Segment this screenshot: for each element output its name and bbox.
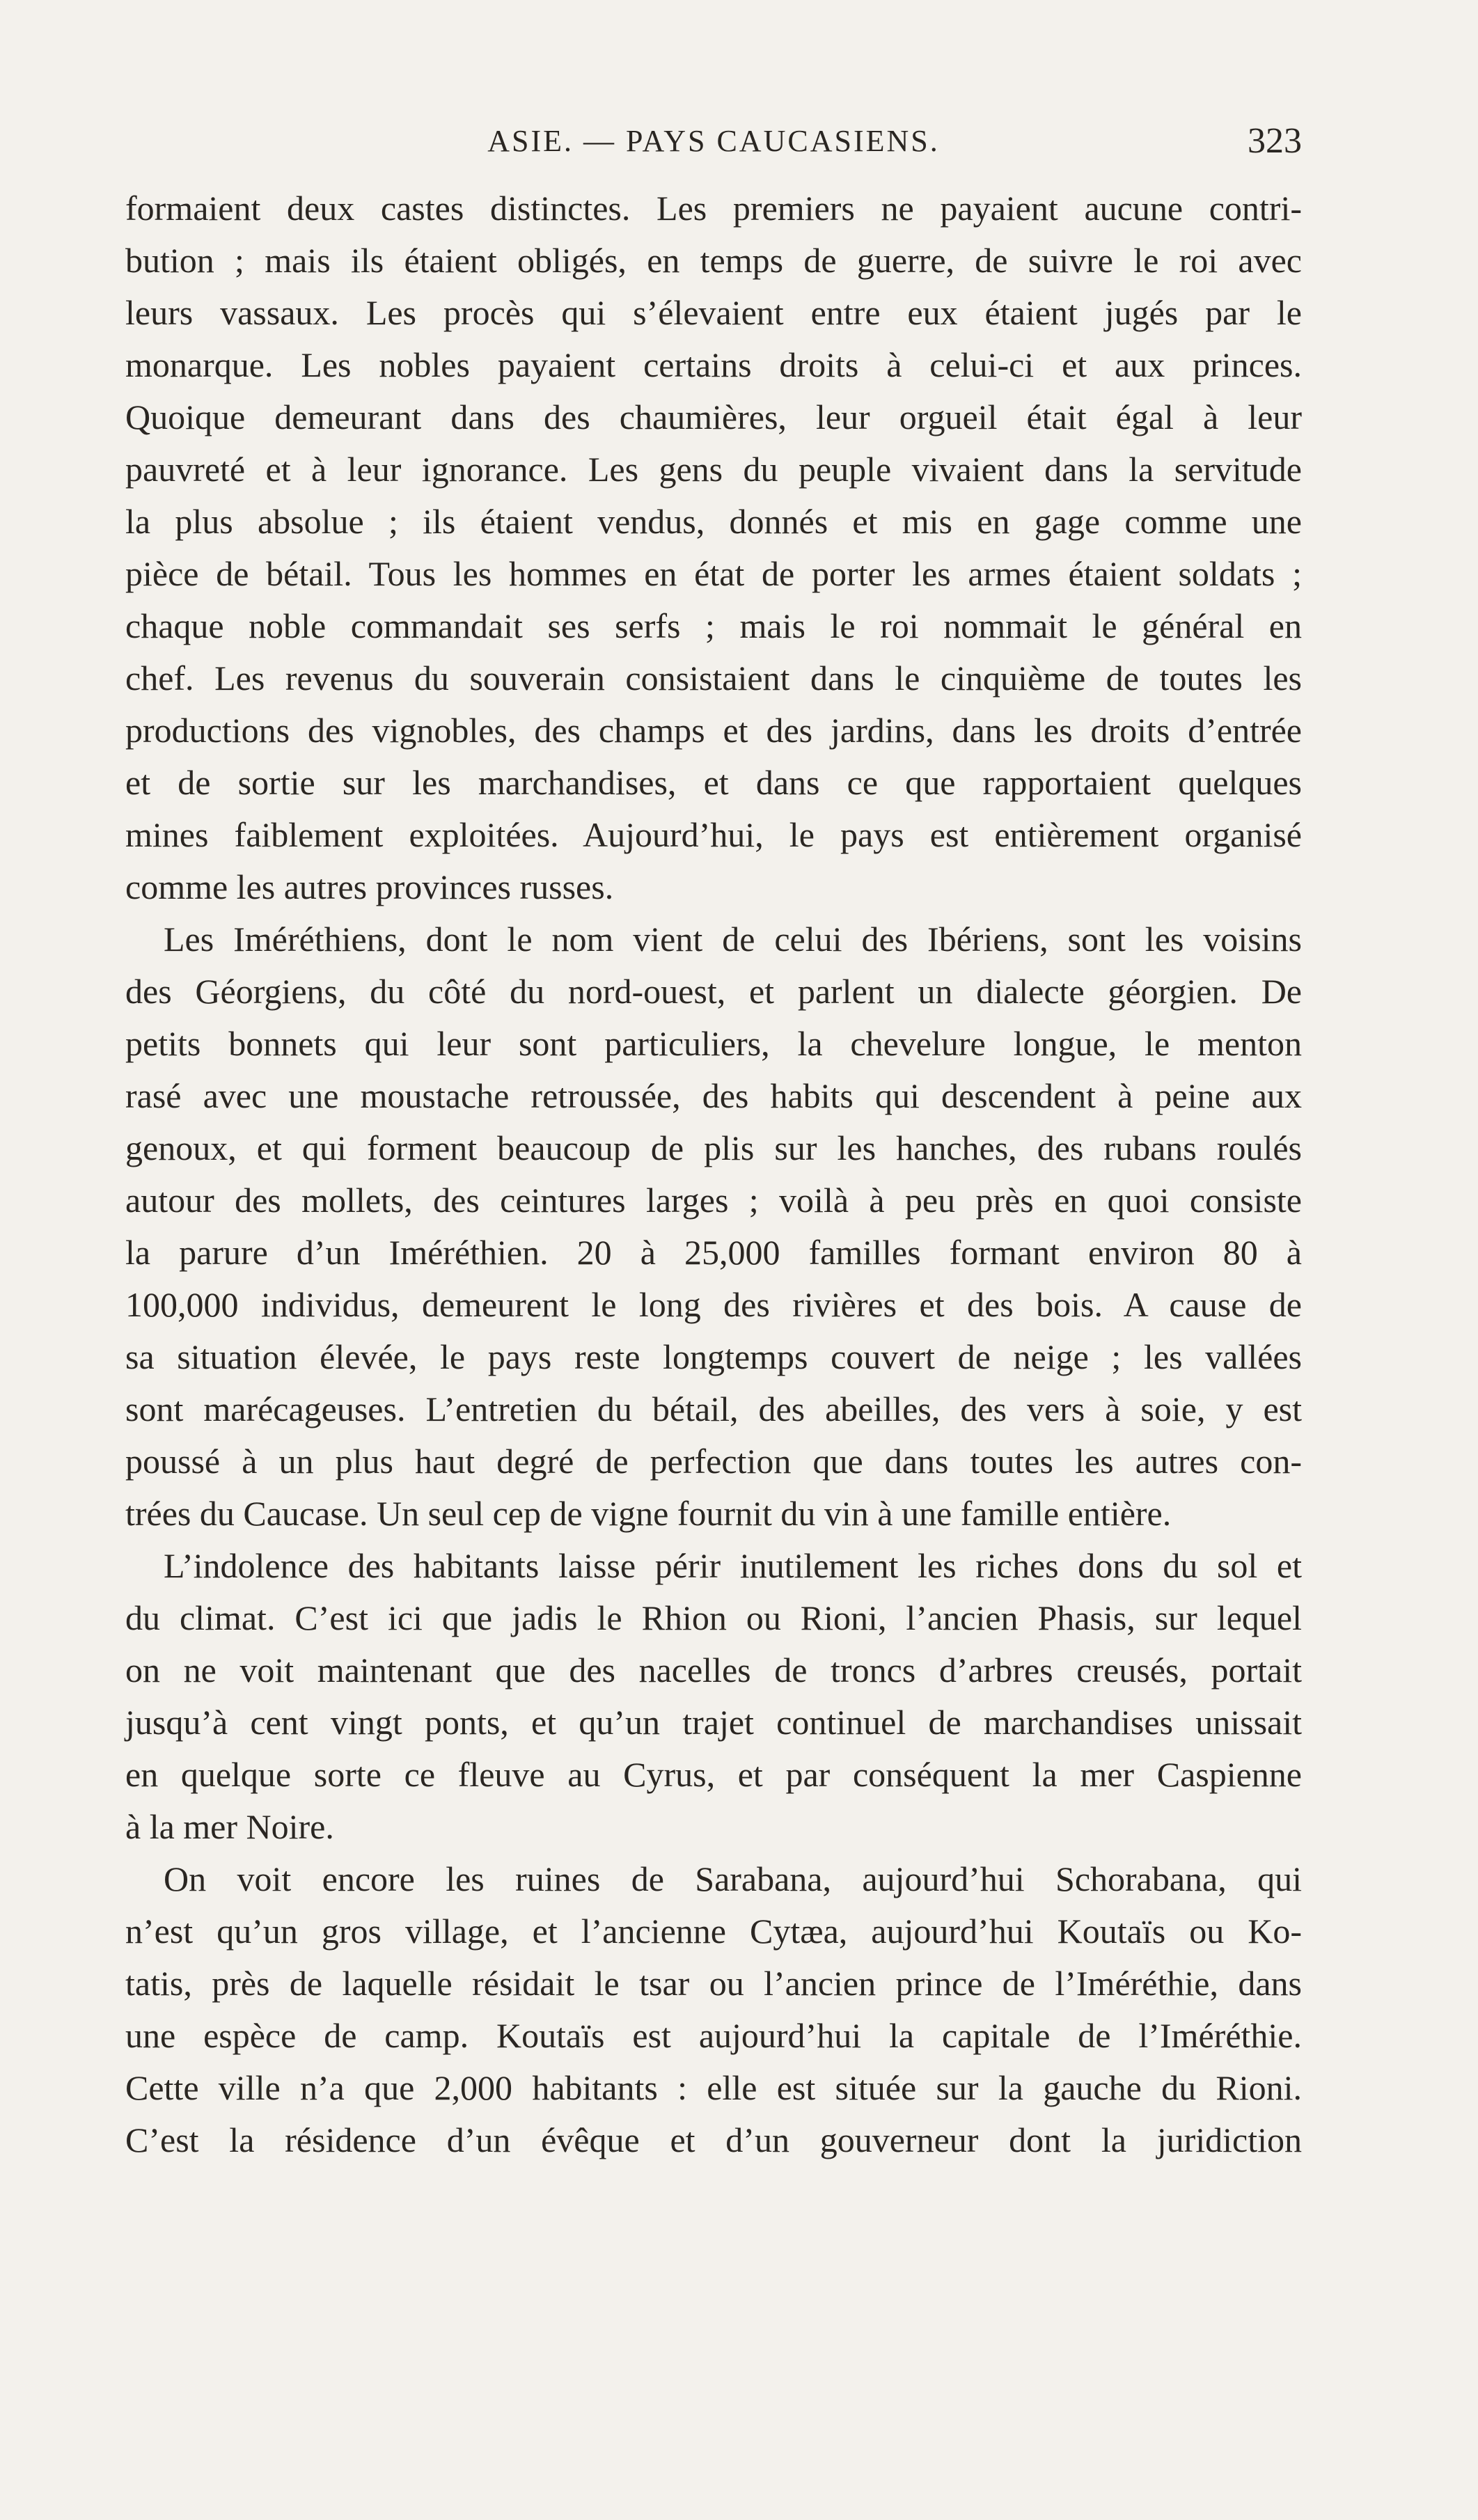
text-line: comme les autres provinces russes.	[125, 867, 614, 906]
text-line: bution ; mais ils étaient obligés, en temps de guerre, de suivre le roi avec	[125, 241, 1302, 280]
text-line: Quoique demeurant dans des chaumières, leur orgueil était égal à leur	[125, 397, 1302, 436]
text-line: monarque. Les nobles payaient certains droits à celui-ci et aux princes.	[125, 345, 1302, 384]
text-line: la plus absolue ; ils étaient vendus, donnés et mis en gage comme une	[125, 502, 1302, 541]
text-line: On voit encore les ruines de Sarabana, aujourd’hui Schorabana, qui	[164, 1859, 1302, 1898]
text-line: poussé à un plus haut degré de perfection que dans toutes les autres con-	[125, 1442, 1302, 1481]
text-line: trées du Caucase. Un seul cep de vigne fournit du vin à une famille entière.	[125, 1494, 1172, 1533]
text-line: n’est qu’un gros village, et l’ancienne Cytæa, aujourd’hui Koutaïs ou Ko-	[125, 1912, 1302, 1951]
text-line: leurs vassaux. Les procès qui s’élevaient entre eux étaient jugés par le	[125, 293, 1302, 332]
text-line: pièce de bétail. Tous les hommes en état de porter les armes étaient soldats ;	[125, 554, 1302, 593]
text-line: formaient deux castes distinctes. Les premiers ne payaient aucune contri-	[125, 189, 1302, 228]
text-line: pauvreté et à leur ignorance. Les gens du peuple vivaient dans la servitude	[125, 450, 1302, 489]
text-line: autour des mollets, des ceintures larges ; voilà à peu près en quoi consiste	[125, 1181, 1302, 1220]
text-line: jusqu’à cent vingt ponts, et qu’un trajet continuel de marchandises unissait	[125, 1703, 1302, 1742]
text-line: genoux, et qui forment beaucoup de plis sur les hanches, des rubans roulés	[125, 1128, 1302, 1167]
text-line: chaque noble commandait ses serfs ; mais le roi nommait le général en	[125, 606, 1302, 645]
running-head: ASIE. — PAYS CAUCASIENS.	[487, 124, 940, 158]
text-line: mines faiblement exploitées. Aujourd’hui, le pays est entièrement organisé	[125, 815, 1302, 854]
text-line: on ne voit maintenant que des nacelles de troncs d’arbres creusés, portait	[125, 1651, 1302, 1690]
text-line: tatis, près de laquelle résidait le tsar ou l’ancien prince de l’Iméréthie, dans	[125, 1964, 1302, 2003]
text-line: et de sortie sur les marchandises, et dans ce que rapportaient quelques	[125, 763, 1302, 802]
text-line: petits bonnets qui leur sont particuliers, la chevelure longue, le menton	[125, 1024, 1302, 1063]
text-line: des Géorgiens, du côté du nord-ouest, et parlent un dialecte géorgien. De	[125, 972, 1302, 1011]
text-line: C’est la résidence d’un évêque et d’un gouverneur dont la juridiction	[125, 2120, 1302, 2159]
text-line: sa situation élevée, le pays reste longtemps couvert de neige ; les vallées	[125, 1337, 1302, 1376]
text-line: rasé avec une moustache retroussée, des habits qui descendent à peine aux	[125, 1076, 1302, 1115]
text-line: Cette ville n’a que 2,000 habitants : elle est située sur la gauche du Rioni.	[125, 2068, 1302, 2107]
text-line: du climat. C’est ici que jadis le Rhion ou Rioni, l’ancien Phasis, sur lequel	[125, 1598, 1302, 1637]
text-line: à la mer Noire.	[125, 1807, 334, 1846]
text-line: la parure d’un Iméréthien. 20 à 25,000 familles formant environ 80 à	[125, 1233, 1302, 1272]
text-line: productions des vignobles, des champs et des jardins, dans les droits d’entrée	[125, 711, 1302, 750]
text-line: sont marécageuses. L’entretien du bétail, des abeilles, des vers à soie, y est	[125, 1389, 1302, 1428]
page-header	[125, 117, 1302, 166]
text-line: chef. Les revenus du souverain consistaient dans le cinquième de toutes les	[125, 659, 1302, 698]
text-line: 100,000 individus, demeurent le long des rivières et des bois. A cause de	[125, 1285, 1302, 1324]
text-line: Les Iméréthiens, dont le nom vient de celui des Ibériens, sont les voisins	[164, 920, 1302, 959]
body-text	[125, 182, 1302, 2166]
text-line: une espèce de camp. Koutaïs est aujourd’hui la capitale de l’Iméréthie.	[125, 2016, 1302, 2055]
page-number: 323	[1248, 121, 1302, 161]
text-line: en quelque sorte ce fleuve au Cyrus, et par conséquent la mer Caspienne	[125, 1755, 1302, 1794]
text-line: L’indolence des habitants laisse périr inutilement les riches dons du sol et	[164, 1546, 1302, 1585]
